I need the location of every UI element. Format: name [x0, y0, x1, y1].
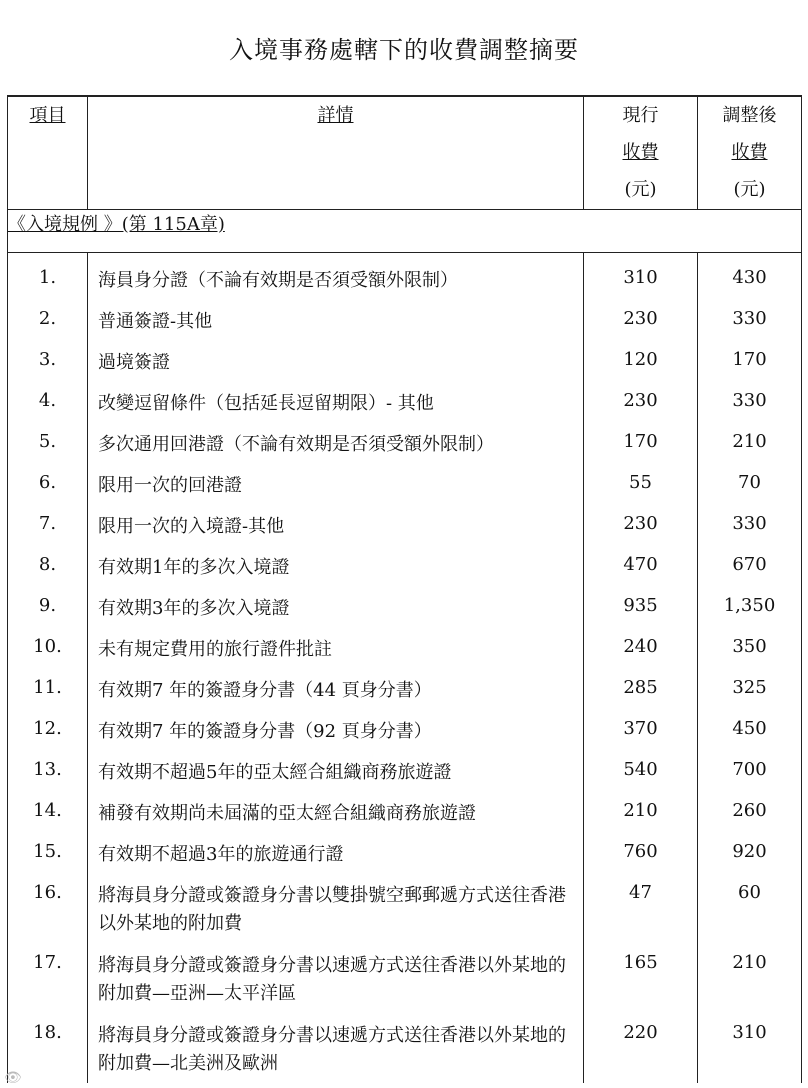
row-number: 2. [8, 299, 88, 340]
row-detail: 過境簽證 [88, 340, 584, 381]
row-current-fee: 210 [584, 791, 698, 832]
row-number: 14. [8, 791, 88, 832]
row-adjusted-fee: 450 [698, 709, 802, 750]
row-number: 7. [8, 504, 88, 545]
table-row [8, 791, 802, 832]
table-row [8, 545, 802, 586]
row-number: 11. [8, 668, 88, 709]
row-detail: 有效期不超過3年的旅遊通行證 [88, 832, 584, 873]
row-current-fee: 230 [584, 299, 698, 340]
row-detail: 有效期不超過5年的亞太經合組織商務旅遊證 [88, 750, 584, 791]
row-detail: 有效期1年的多次入境證 [88, 545, 584, 586]
row-detail: 限用一次的入境證-其他 [88, 504, 584, 545]
row-adjusted-fee: 330 [698, 504, 802, 545]
row-current-fee: 165 [584, 943, 698, 1013]
row-adjusted-fee: 210 [698, 422, 802, 463]
row-adjusted-fee: 670 [698, 545, 802, 586]
fee-table [7, 95, 802, 1083]
table-row [8, 504, 802, 545]
row-adjusted-fee: 920 [698, 832, 802, 873]
row-adjusted-fee: 330 [698, 299, 802, 340]
row-current-fee: 310 [584, 253, 698, 300]
row-number: 10. [8, 627, 88, 668]
row-number: 13. [8, 750, 88, 791]
table-row [8, 381, 802, 422]
row-current-fee: 370 [584, 709, 698, 750]
row-number: 9. [8, 586, 88, 627]
table-row [8, 668, 802, 709]
row-number: 6. [8, 463, 88, 504]
row-detail: 多次通用回港證（不論有效期是否須受額外限制） [88, 422, 584, 463]
table-row [8, 943, 802, 1013]
header-current-line1: 現行 [622, 105, 659, 126]
row-adjusted-fee: 310 [698, 1013, 802, 1083]
section-title: 《入境規例 》(第 115A章) [8, 210, 802, 253]
row-current-fee: 935 [584, 586, 698, 627]
header-current-fee [584, 96, 698, 210]
row-detail: 有效期7 年的簽證身分書（92 頁身分書） [88, 709, 584, 750]
row-detail: 限用一次的回港證 [88, 463, 584, 504]
table-row [8, 299, 802, 340]
row-adjusted-fee: 70 [698, 463, 802, 504]
row-number: 3. [8, 340, 88, 381]
row-current-fee: 220 [584, 1013, 698, 1083]
table-row [8, 873, 802, 943]
row-adjusted-fee: 330 [698, 381, 802, 422]
row-detail: 海員身分證（不論有效期是否須受額外限制） [88, 253, 584, 300]
row-adjusted-fee: 60 [698, 873, 802, 943]
table-row [8, 463, 802, 504]
header-current-line2: 收費 [622, 142, 659, 163]
row-detail: 改變逗留條件（包括延長逗留期限）- 其他 [88, 381, 584, 422]
row-current-fee: 230 [584, 504, 698, 545]
header-adjusted-line1: 調整後 [722, 105, 777, 126]
row-current-fee: 760 [584, 832, 698, 873]
section-row [8, 210, 802, 253]
row-number: 18. [8, 1013, 88, 1083]
row-number: 17. [8, 943, 88, 1013]
row-detail: 將海員身分證或簽證身分書以雙掛號空郵郵遞方式送往香港以外某地的附加費 [88, 873, 584, 943]
fee-rows [8, 253, 802, 1084]
row-current-fee: 55 [584, 463, 698, 504]
row-current-fee: 285 [584, 668, 698, 709]
row-current-fee: 240 [584, 627, 698, 668]
row-adjusted-fee: 1,350 [698, 586, 802, 627]
row-current-fee: 170 [584, 422, 698, 463]
row-number: 8. [8, 545, 88, 586]
table-row [8, 709, 802, 750]
header-detail: 詳情 [88, 96, 584, 210]
row-detail: 未有規定費用的旅行證件批註 [88, 627, 584, 668]
watermark-logo: 👁︎ [4, 1070, 22, 1086]
header-adjusted-fee [698, 96, 802, 210]
row-current-fee: 230 [584, 381, 698, 422]
row-number: 1. [8, 253, 88, 300]
table-row [8, 627, 802, 668]
table-row [8, 1013, 802, 1083]
row-number: 12. [8, 709, 88, 750]
header-current-line3: (元) [624, 179, 657, 200]
row-adjusted-fee: 170 [698, 340, 802, 381]
row-adjusted-fee: 260 [698, 791, 802, 832]
row-current-fee: 540 [584, 750, 698, 791]
table-row [8, 586, 802, 627]
row-current-fee: 470 [584, 545, 698, 586]
row-current-fee: 120 [584, 340, 698, 381]
row-adjusted-fee: 430 [698, 253, 802, 300]
table-row [8, 340, 802, 381]
header-item: 項目 [8, 96, 88, 210]
row-adjusted-fee: 210 [698, 943, 802, 1013]
page-title: 入境事務處轄下的收費調整摘要 [229, 36, 579, 64]
row-number: 15. [8, 832, 88, 873]
row-adjusted-fee: 350 [698, 627, 802, 668]
table-row [8, 422, 802, 463]
header-adjusted-line2: 收費 [731, 142, 768, 163]
row-detail: 將海員身分證或簽證身分書以速遞方式送往香港以外某地的附加費—北美洲及歐洲 [88, 1013, 584, 1083]
table-row [8, 253, 802, 300]
row-number: 4. [8, 381, 88, 422]
table-header-row [8, 96, 802, 210]
row-number: 5. [8, 422, 88, 463]
table-row [8, 832, 802, 873]
row-adjusted-fee: 325 [698, 668, 802, 709]
header-adjusted-line3: (元) [733, 179, 766, 200]
row-detail: 將海員身分證或簽證身分書以速遞方式送往香港以外某地的附加費—亞洲—太平洋區 [88, 943, 584, 1013]
row-adjusted-fee: 700 [698, 750, 802, 791]
table-row [8, 750, 802, 791]
row-detail: 補發有效期尚未屆滿的亞太經合組織商務旅遊證 [88, 791, 584, 832]
row-detail: 有效期3年的多次入境證 [88, 586, 584, 627]
row-detail: 有效期7 年的簽證身分書（44 頁身分書） [88, 668, 584, 709]
row-number: 16. [8, 873, 88, 943]
row-detail: 普通簽證-其他 [88, 299, 584, 340]
row-current-fee: 47 [584, 873, 698, 943]
